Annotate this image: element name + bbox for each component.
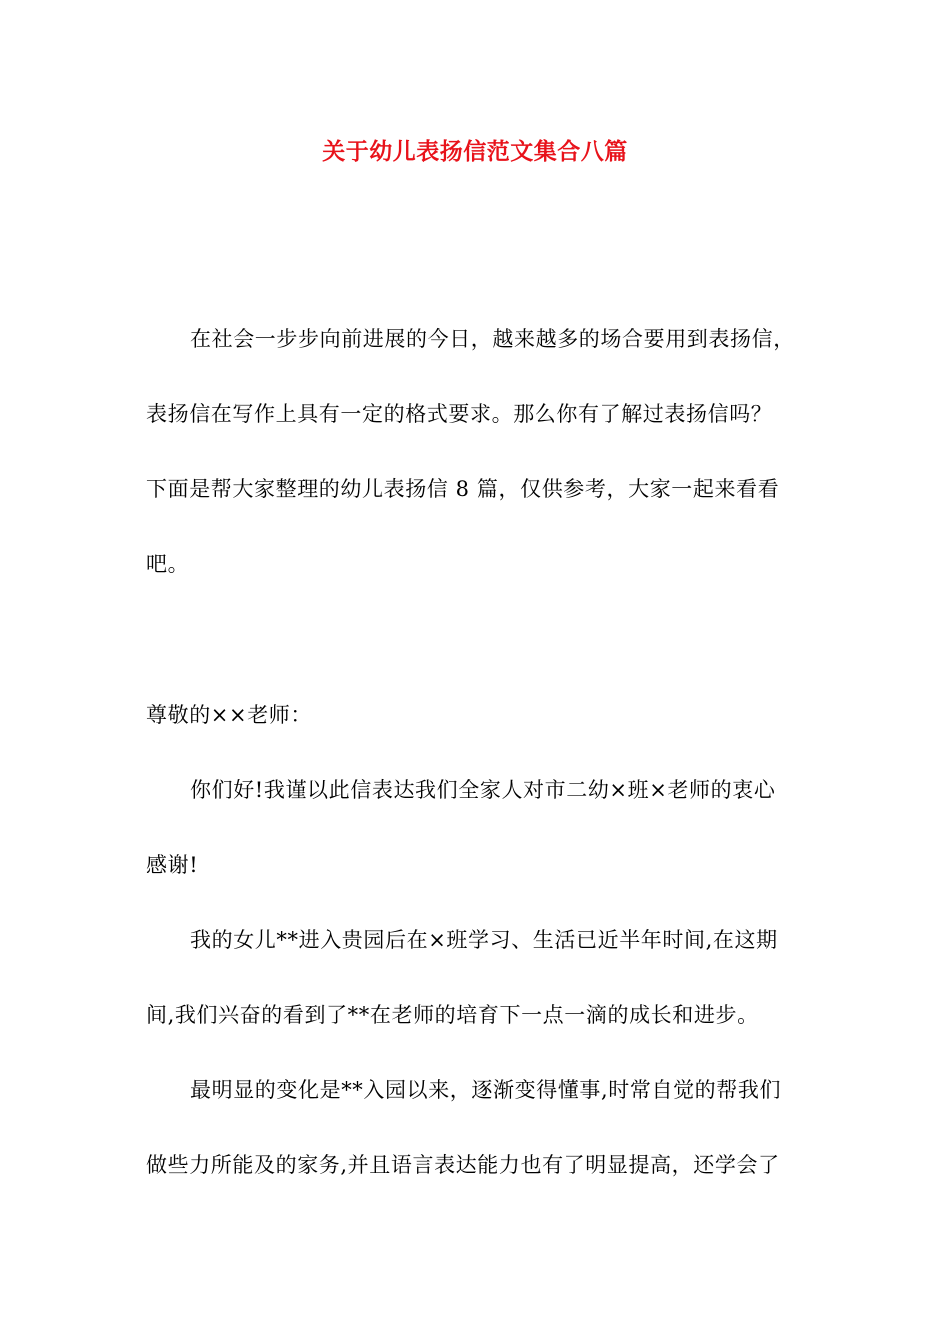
letter-line: 最明显的变化是**入园以来，逐渐变得懂事,时常自觉的帮我们 — [190, 1078, 782, 1102]
intro-line: 在社会一步步向前进展的今日，越来越多的场合要用到表扬信， — [190, 327, 795, 351]
document-title: 关于幼儿表扬信范文集合八篇 — [322, 138, 628, 165]
letter-salutation: 尊敬的××老师： — [146, 703, 312, 727]
intro-paragraph — [146, 302, 826, 602]
letter-line: 做些力所能及的家务,并且语言表达能力也有了明显提高，还学会了 — [146, 1153, 780, 1177]
letter-line: 我的女儿**进入贵园后在×班学习、生活已近半年时间,在这期 — [190, 928, 778, 952]
letter-line: 你们好!我谨以此信表达我们全家人对市二幼×班×老师的衷心 — [190, 778, 776, 802]
letter-body — [146, 678, 826, 1203]
intro-line: 表扬信在写作上具有一定的格式要求。那么你有了解过表扬信吗？ — [146, 402, 773, 426]
intro-line: 吧。 — [146, 552, 190, 576]
letter-line: 感谢! — [146, 853, 199, 877]
letter-line: 间,我们兴奋的看到了**在老师的培育下一点一滴的成长和进步。 — [146, 1003, 759, 1027]
intro-line: 下面是帮大家整理的幼儿表扬信 8 篇，仅供参考，大家一起来看看 — [146, 477, 780, 501]
